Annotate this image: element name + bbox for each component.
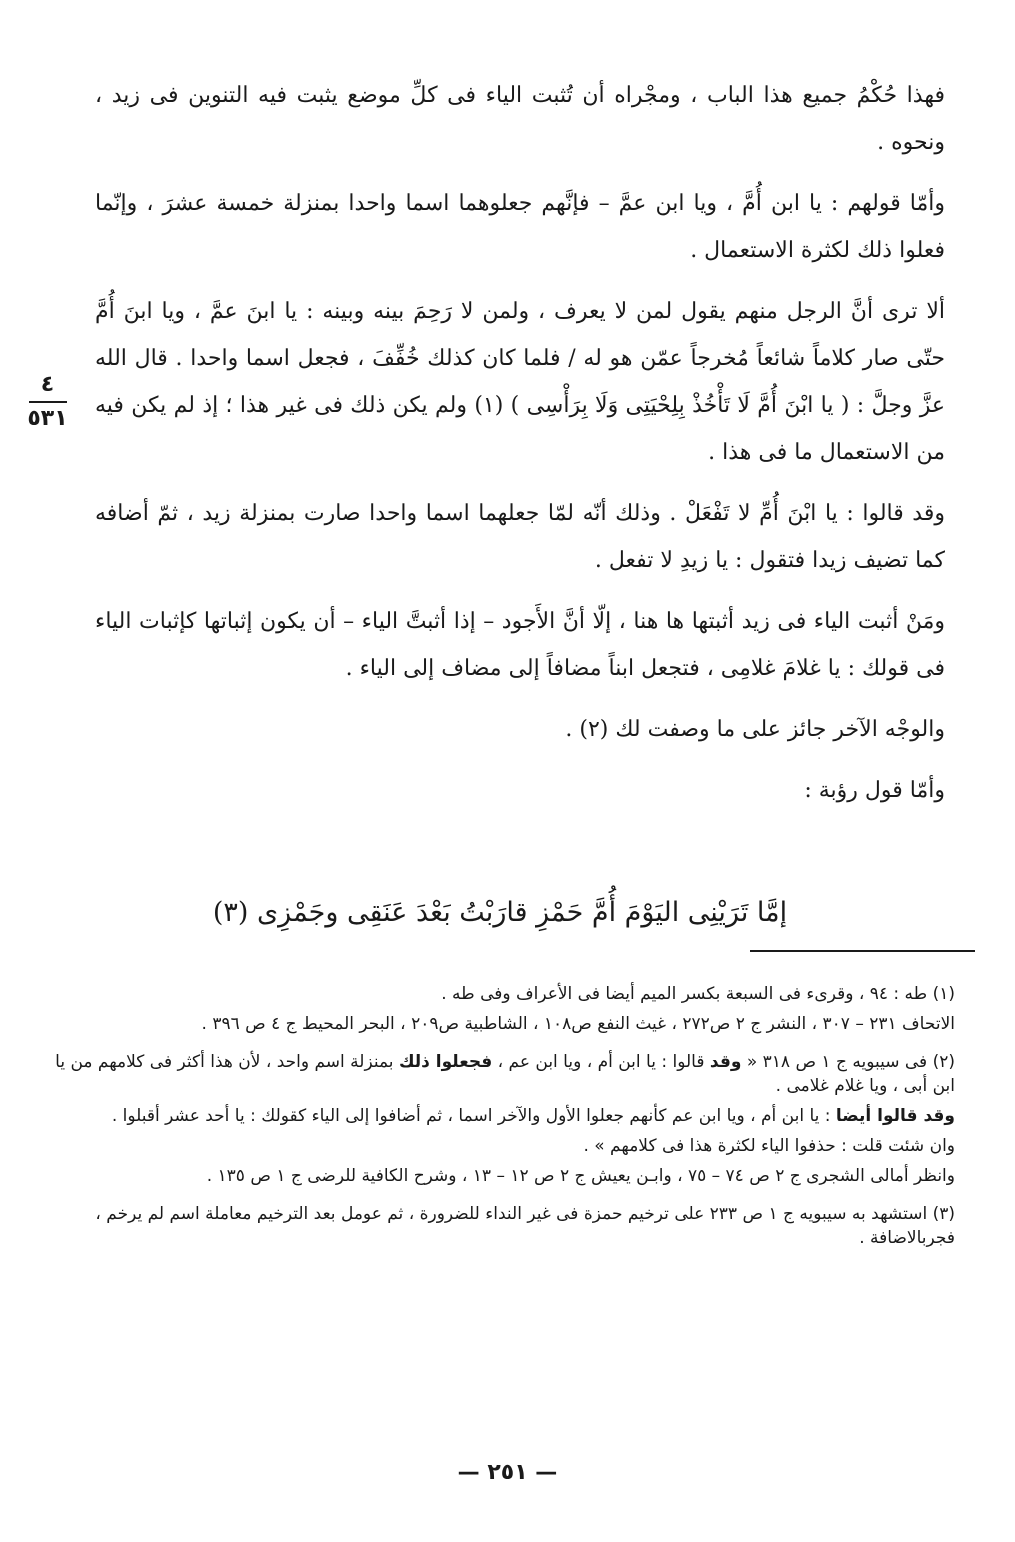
footnote-1	[35, 982, 955, 1036]
footnote-text: بمنزلة اسم واحد ، لأن هذا أكثر فى كلامهم من يا ابن أبى ، ويا غلام غلامى .	[55, 1052, 955, 1096]
paragraph: والوجْه الآخر جائز على ما وصفت لك (٢) .	[565, 717, 945, 742]
footnote-line: (١) طه : ٩٤ ، وقرىء فى السبعة بكسر الميم أيضا فى الأعراف وفى طه .	[441, 984, 955, 1004]
footnotes	[35, 982, 955, 1264]
footnote-line	[35, 1104, 955, 1128]
page-number: — ٢٥١ —	[457, 1460, 558, 1485]
footnote-line	[35, 1050, 955, 1098]
footnote-2	[35, 1050, 955, 1188]
footnote-line: (٣) استشهد به سيبويه ج ١ ص ٢٣٣ على ترخيم حمزة فى غير النداء للضرورة ، ثم عومل بعد الترخيم معاملة اسم لم يرخم ، فجربالاضافة .	[95, 1204, 955, 1248]
poetry-verse: إمَّا تَرَيْنِى اليَوْمَ أُمَّ حَمْزِ قارَبْتُ بَعْدَ عَنَقِى وجَمْزِى (٣)	[212, 897, 788, 928]
footnote-bold: فجعلوا ذلك	[398, 1052, 493, 1072]
margin-ref-page: ٥٣١	[27, 406, 68, 431]
paragraph: فهذا حُكْمُ جميع هذا الباب ، ومجْراه أن تُثبت الياء فى كلِّ موضع يثبت فيه التنوين فى زيد ، ونحوه .	[95, 83, 945, 155]
footnote-separator	[750, 950, 975, 952]
footnote-text: (٢) فى سيبويه ج ١ ص ٣١٨ «	[741, 1052, 955, 1072]
footnote-line: وانظر أمالى الشجرى ج ٢ ص ٧٤ – ٧٥ ، وابـن يعيش ج ٢ ص ١٢ – ١٣ ، وشرح الكافية للرضى ج ١ ص ١٣٥ .	[206, 1166, 955, 1186]
footnote-bold: وقد	[709, 1052, 742, 1072]
margin-ref-volume: ٤	[40, 372, 55, 397]
paragraph: وأمّا قول رؤبة :	[804, 778, 945, 803]
margin-page-reference	[20, 372, 75, 432]
footnote-bold: وقد قالوا أيضا	[835, 1106, 955, 1126]
footnote-line: وان شئت قلت : حذفوا الياء لكثرة هذا فى كلامهم » .	[583, 1136, 955, 1156]
paragraph: وأمّا قولهم : يا ابن أُمَّ ، ويا ابن عمَّ – فإنَّهم جعلوهما اسما واحدا بمنزلة خمسة عشرَ ، وإنّما فعلوا ذلك لكثرة الاستعمال .	[95, 191, 945, 263]
footnote-line: الاتحاف ٢٣١ – ٣٠٧ ، النشر ج ٢ ص٢٧٢ ، غيث النفع ص١٠٨ ، الشاطبية ص٢٠٩ ، البحر المحيط ج ٤ ص ٣٩٦ .	[201, 1014, 955, 1034]
paragraph: وقد قالوا : يا ابْنَ أُمِّ لا تَفْعَلْ . وذلك أنّه لمّا جعلهما اسما واحدا صارت بمنزلة زيد ، ثمّ أضافه كما تضيف زيدا فتقول : يا زيدِ لا تفعل .	[95, 501, 945, 573]
paragraph: ومَنْ أثبت الياء فى زيد أثبتها ها هنا ، إلّا أنَّ الأَجود – إذا أثبتَّ الياء – أن يكون إثباتها كإثبات الياء فى قولك : يا غلامَ غلامِى ، فتجعل ابناً مضافاً إلى مضاف إلى الياء .	[95, 609, 945, 681]
footnote-text: قالوا : يا ابن أم ، ويا ابن عم ،	[492, 1052, 710, 1072]
main-text	[95, 72, 945, 828]
footnote-3	[35, 1202, 955, 1250]
margin-ref-divider	[29, 401, 67, 403]
footnote-text: : يا ابن أم ، ويا ابن عم كأنهم جعلوا الأول والآخر اسما ، ثم أضافوا إلى الياء كقولك : يا أحد عشر أقبلوا .	[111, 1106, 836, 1126]
paragraph: ألا ترى أنَّ الرجل منهم يقول لمن لا يعرف ، ولمن لا رَحِمَ بينه وبينه : يا ابنَ عمَّ ، ويا ابنَ أُمَّ حتّى صار كلاماً شائعاً مُخرجاً عمّن هو له / فلما كان كذلك خُفِّفَ ، فجعل اسما واحدا . قال الله عزَّ وجلَّ : ( يا ابْنَ أُمَّ لَا تَأْخُذْ بِلِحْيَتِى وَلَا بِرَأْسِى ) (١) ولم يكن ذلك فى غير هذا ؛ إذ لم يكن فيه من الاستعمال ما فى هذا .	[95, 299, 945, 465]
